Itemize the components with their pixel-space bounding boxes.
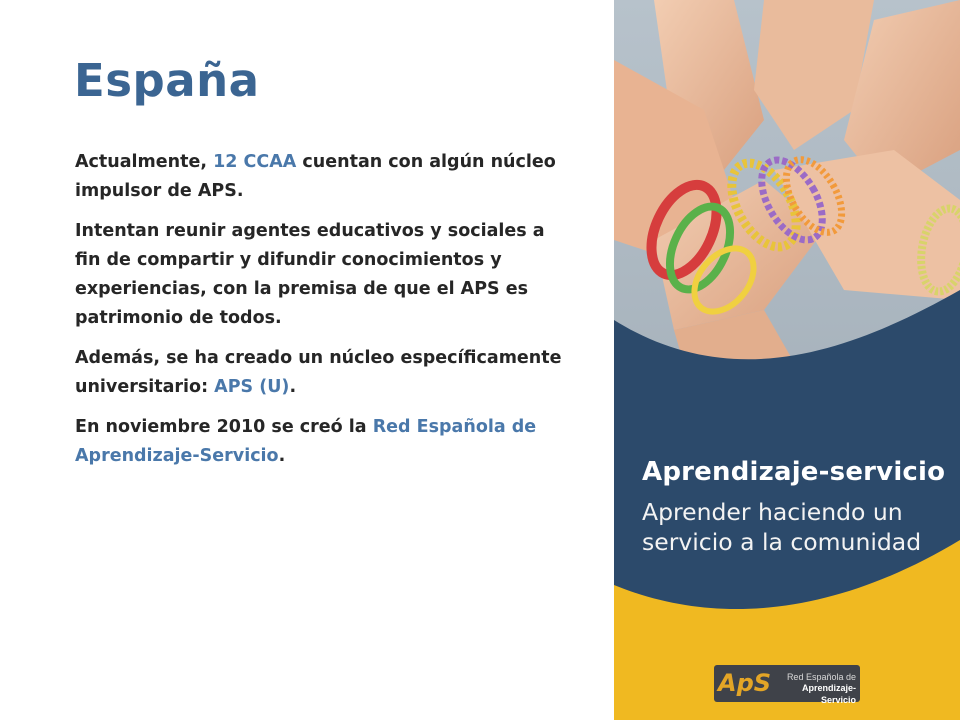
poster-title: Aprendizaje-servicio — [642, 457, 946, 487]
poster-artwork — [614, 0, 960, 720]
paragraph-text: . — [289, 377, 297, 397]
paragraph-text: Intentan reunir agentes educativos y sociales a fin de compartir y difundir conocimientos y experiencias, con la premisa de que el APS es patrimonio de todos. — [75, 221, 545, 328]
logo-line-2: Aprendizaje-Servicio — [801, 683, 856, 705]
poster-subtitle: Aprender haciendo un servicio a la comunidad — [642, 498, 922, 556]
logo-text — [772, 672, 856, 706]
highlight-network: Red Española de Aprendizaje-Servicio — [75, 417, 537, 466]
paragraph-network — [75, 413, 575, 471]
paragraph-text: Además, se ha creado un núcleo específicamente universitario: — [75, 348, 562, 397]
slide-body — [75, 148, 575, 482]
poster-image — [614, 0, 960, 720]
paragraph-text: cuentan con algún núcleo impulsor de APS. — [75, 152, 556, 201]
paragraph-text: . — [278, 446, 286, 466]
aps-logo-mark: ApS — [718, 669, 772, 697]
paragraph-text: En noviembre 2010 se creó la — [75, 417, 373, 437]
paragraph-ccaa — [75, 148, 575, 206]
paragraph-university — [75, 344, 575, 402]
paragraph-text: Actualmente, — [75, 152, 214, 172]
paragraph-agents — [75, 217, 575, 333]
aps-network-logo — [714, 665, 860, 705]
slide-title: España — [74, 54, 260, 107]
highlight-ccaa: 12 CCAA — [213, 152, 297, 172]
highlight-aps-u: APS (U) — [214, 377, 290, 397]
logo-line-1: Red Española de — [786, 672, 856, 682]
